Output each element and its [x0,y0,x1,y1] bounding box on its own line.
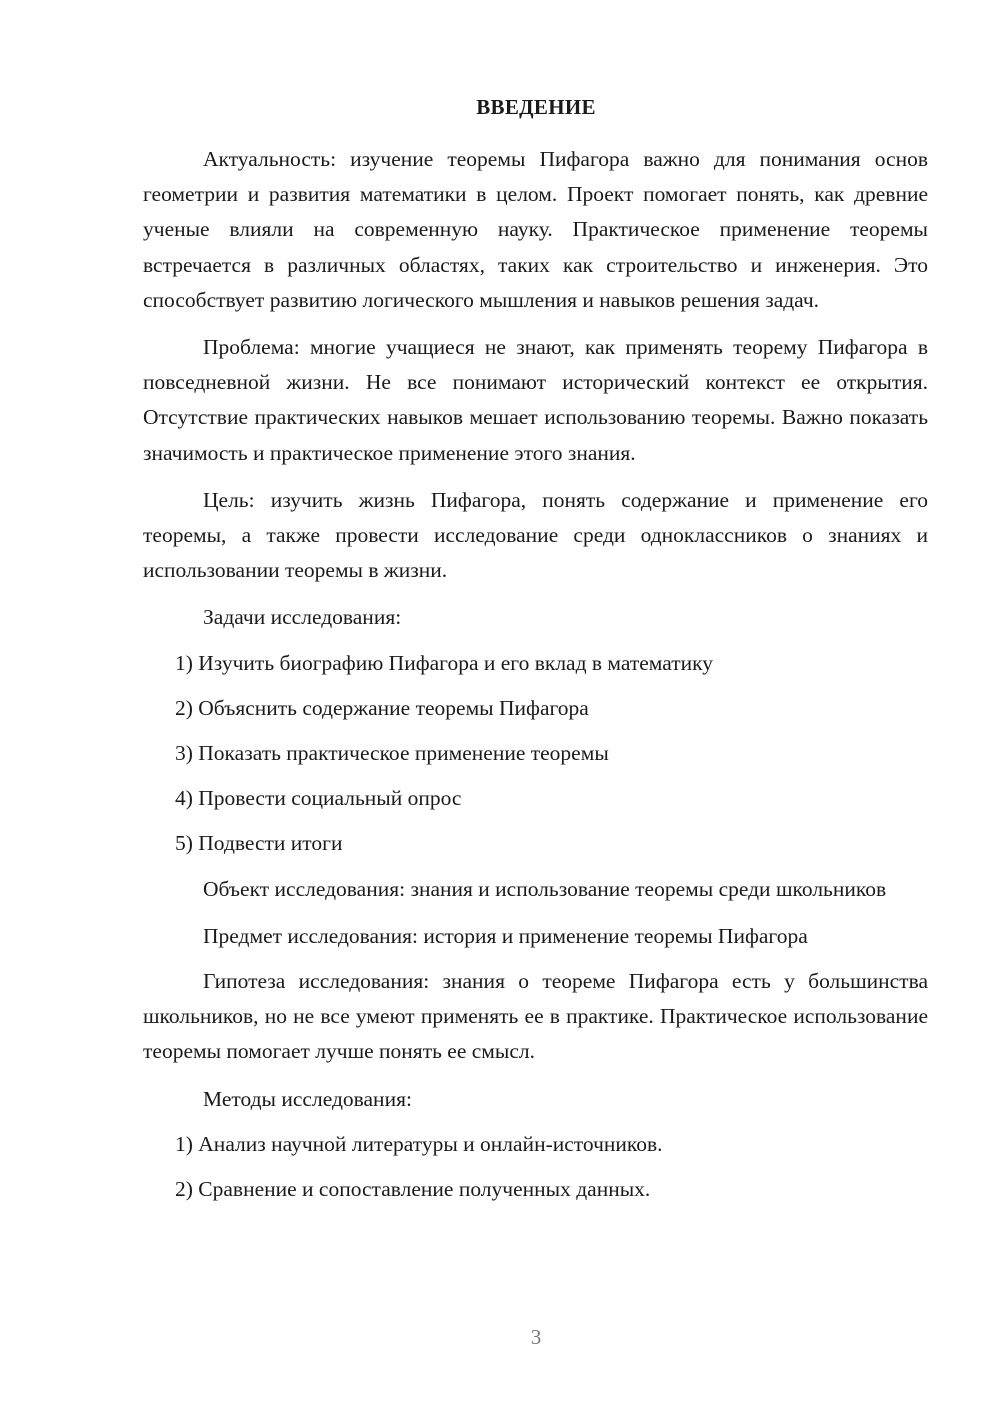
task-item: 2) Объяснить содержание теоремы Пифагора [175,695,589,720]
task-item: 4) Провести социальный опрос [175,786,462,811]
methods-title: Методы исследования: [203,1086,412,1111]
task-item: 3) Показать практическое применение теоремы [175,741,609,766]
paragraph-goal: Цель: изучить жизнь Пифагора, понять содержание и применение его теоремы, а также провести исследование среди одноклассников о знаниях и использовании теоремы в жизни. [143,487,928,583]
paragraph-hypothesis: Гипотеза исследования: знания о теореме Пифагора есть у большинства школьников, но не все умеют применять ее в практике. Практическое использование теоремы помогает лучше понять ее смысл. [143,969,928,1064]
section-heading: ВВЕДЕНИЕ [476,95,596,119]
body-text [143,142,928,1217]
paragraph-problem: Проблема: многие учащиеся не знают, как применять теорему Пифагора в повседневной жизни. Не все понимают исторический контекст ее открытия. Отсутствие практических навыков мешает использованию теоремы. Важно показать значимость и практическое применение этого знания. [143,335,928,465]
method-item: 2) Сравнение и сопоставление полученных данных. [175,1177,651,1202]
paragraph-subject: Предмет исследования: история и применение теоремы Пифагора [203,923,808,948]
paragraph-object: Объект исследования: знания и использование теоремы среди школьников [203,876,887,901]
method-item: 1) Анализ научной литературы и онлайн-источников. [175,1131,663,1156]
page-number: 3 [530,1325,542,1349]
task-item: 1) Изучить биографию Пифагора и его вклад в математику [175,650,714,675]
tasks-title: Задачи исследования: [203,605,402,630]
task-item: 5) Подвести итоги [175,831,343,856]
paragraph-relevance: Актуальность: изучение теоремы Пифагора важно для понимания основ геометрии и развития математики в целом. Проект помогает понять, как древние ученые влияли на современную науку. Практическое применение теоремы встречается в различных областях, таких как строительство и инженерия. Это способствует развитию логического мышления и навыков решения задач. [143,147,928,312]
